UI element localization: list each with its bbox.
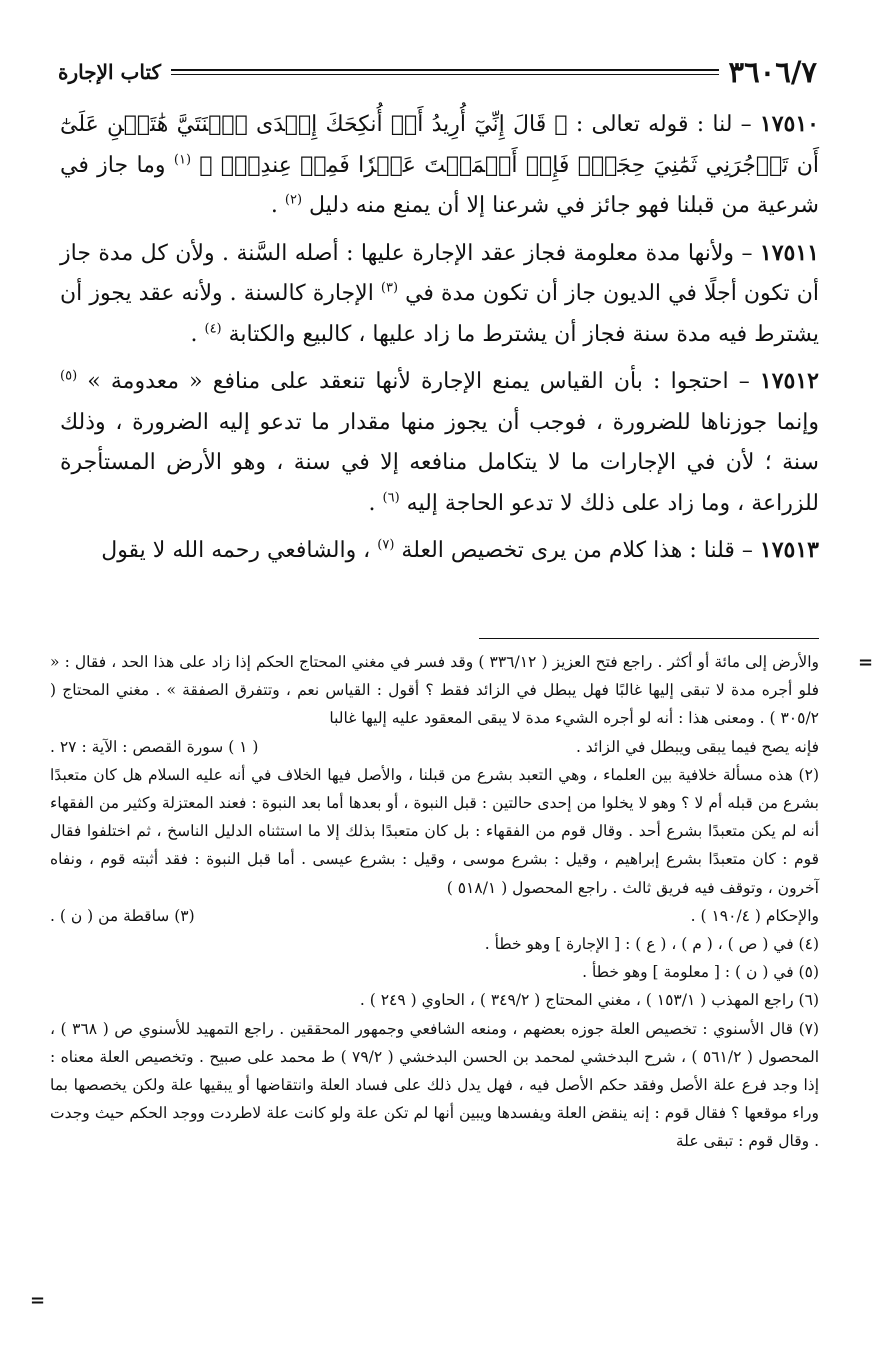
paragraph-text: – قلنا : هذا كلام من يرى تخصيص العلة: [394, 538, 760, 563]
footnote-row: [50, 733, 819, 761]
paragraph-number: ١٧٥١٠: [759, 111, 819, 137]
paragraph-number: ١٧٥١٢: [759, 368, 819, 394]
main-text: [60, 104, 819, 578]
continuation-mark-bottom: =: [30, 1290, 46, 1311]
paragraph-end: .: [270, 193, 285, 218]
paragraph-text: وإنما جوزناها للضرورة ، فوجب أن يجوز منها مقدار ما تدعو إليه الضرورة ، وذلك سنة ؛ لأن في الإجارات ما لا يتكامل منافعه إلا في سنة ، وهو الأرض المستأجرة للزراعة ، وما زاد على ذلك لا تدعو الحاجة إليه: [60, 409, 819, 516]
header-rule: [171, 69, 719, 75]
paragraph-17512: [60, 361, 819, 524]
paragraph-text: – ولأنها مدة معلومة فجاز عقد الإجارة عليها : أصله السَّنة . ولأن كل مدة جاز أن تكون أجلًا في الديون جاز أن تكون مدة في: [60, 240, 819, 306]
footnote-ref-6[interactable]: (٦): [382, 490, 400, 506]
paragraph-number: ١٧٥١١: [759, 239, 819, 266]
footnote-ref-1[interactable]: (١): [173, 152, 192, 168]
quran-verse: ﴿ قَالَ إِنِّيٓ أُرِيدُ أَنۡ أُنكِحَكَ إِحۡدَى ٱبۡنَتَيَّ هَٰتَيۡنِ عَلَىٰٓ أَن تَأۡجُرَنِي ثَمَٰنِيَ حِجَجٖۖ فَإِنۡ أَتۡمَمۡتَ عَشۡرٗا فَمِنۡ عِندِكَۖ ﴾: [60, 112, 819, 178]
book-title: كتاب الإجارة: [58, 60, 161, 84]
footnote-6: (٦) راجع المهذب ( ١٥٣/١ ) ، مغني المحتاج ( ٣٤٩/٢ ) ، الحاوي ( ٢٤٩ ) .: [359, 991, 819, 1010]
paragraph-17511: [60, 233, 819, 356]
footnote-ref-7[interactable]: (٧): [377, 537, 395, 553]
paragraph-text: الإجارة كالسنة . ولأنه عقد يجوز أن يشترط فيه مدة سنة فجاز أن يشترط ما زاد عليها ، كالبيع والكتابة: [60, 281, 819, 347]
footnote-ref-5[interactable]: (٥): [60, 368, 78, 384]
running-header: [58, 50, 817, 94]
paragraph-text: – احتجوا : بأن القياس يمنع الإجارة لأنها تنعقد على منافع « معدومة »: [77, 369, 760, 394]
footnote-5: (٥) في ( ن ) : [ معلومة ] وهو خطأ .: [582, 963, 819, 982]
footnote-separator: [479, 638, 819, 639]
footnote-continued: والأرض إلى مائة أو أكثر . راجع فتح العزيز ( ٣٣٦/١٢ ) وقد فسر في مغني المحتاج الحكم إذا زاد على هذا الحد ، فقال : « فلو أجره مدة لا تبقى إليها غالبًا فهل يبطل في الزائد فقط ؟ أقول : القياس نعم ، وتتفرق الصفقة » . مغني المحتاج ( ٣٠٥/٢ ) . ومعنى هذا : أنه لو أجره الشيء مدة لا يبقى المعقود عليه إليها غالبا: [50, 653, 819, 728]
page-number: ٣٦٠٦/٧: [728, 55, 817, 89]
footnote-ref-2[interactable]: (٢): [284, 192, 303, 208]
paragraph-end: .: [368, 490, 383, 516]
paragraph-17513: [60, 530, 819, 572]
paragraph-text: ، والشافعي رحمه الله لا يقول: [101, 538, 378, 563]
paragraph-end: .: [190, 321, 205, 347]
continuation-mark-top: =: [858, 652, 874, 673]
footnote-7: (٧) قال الأسنوي : تخصيص العلة جوزه بعضهم ، ومنعه الشافعي وجمهور المحققين . راجع التمهيد للأسنوي ص ( ٣٦٨ ) ، المحصول ( ٥٦١/٢ ) ، شرح البدخشي لمحمد بن الحسن البدخشي ( ٧٩/٢ ) ط محمد على صبيح . وتخصيص العلة معناه : إذا وجد فرع علة الأصل وفقد حكم الأصل فيه ، فهل يدل ذلك على فساد العلة وانتقاضها أو يبقيها علة ولكن يخصصها بما وراء موقعها ؟ فقال قوم : إنه ينقض العلة ويفسدها ويبين أنها لم تكن علة ولو كانت علة لاطردت ووجد الحكم حيث وجدت . وقال قوم : تبقى علة: [50, 1019, 820, 1151]
footnote-ref-3[interactable]: (٣): [380, 280, 399, 296]
footnote-ref-4[interactable]: (٤): [204, 321, 222, 337]
footnote-continued-end: فإنه يصح فيما يبقى ويبطل في الزائد .: [575, 737, 819, 756]
paragraph-lead: – لنا : قوله تعالى :: [567, 112, 760, 137]
footnote-4: (٤) في ( ص ) ، ( م ) ، ( ع ) : [ الإجارة ] وهو خطأ .: [484, 935, 819, 954]
footnote-2: (٢) هذه مسألة خلافية بين العلماء ، وهي التعبد بشرع من قبلنا ، والأصل فيها الخلاف في أنه عليه السلام هل كان متعبدًا بشرع من قبله أم لا ؟ وهو لا يخلوا من إحدى حالتين : قبل النبوة ، أو بعدها أما بعد النبوة : فعند المعتزلة وكثير من الفقهاء أنه لم يكن متعبدًا بشرع أحد . وقال قوم من الفقهاء : بل كان متعبدًا بذلك إلا ما استثناه الدليل الناسخ ، ثم اختلفوا فقال قوم : كان متعبدًا بشرع إبراهيم ، وقيل : بشرع موسى ، وقيل : بشرع عيسى . أما قبل النبوة : فقد أثبته قوم ، ونفاه آخرون ، وتوقف فيه فريق ثالث . راجع المحصول ( ٥١٨/١ ): [50, 765, 819, 897]
paragraph-17510: [60, 104, 819, 227]
footnote-3: (٣) ساقطة من ( ن ) .: [50, 906, 195, 925]
footnote-row: [50, 902, 819, 930]
footnotes: [50, 648, 819, 1156]
paragraph-text: وما جاز في شرعية من قبلنا فهو جائز في شرعنا إلا أن يمنع منه دليل: [60, 152, 819, 218]
footnote-1: ( ١ ) سورة القصص : الآية : ٢٧ .: [50, 737, 259, 756]
footnote-2-end: والإحكام ( ١٩٠/٤ ) .: [690, 906, 819, 925]
paragraph-number: ١٧٥١٣: [759, 537, 819, 563]
